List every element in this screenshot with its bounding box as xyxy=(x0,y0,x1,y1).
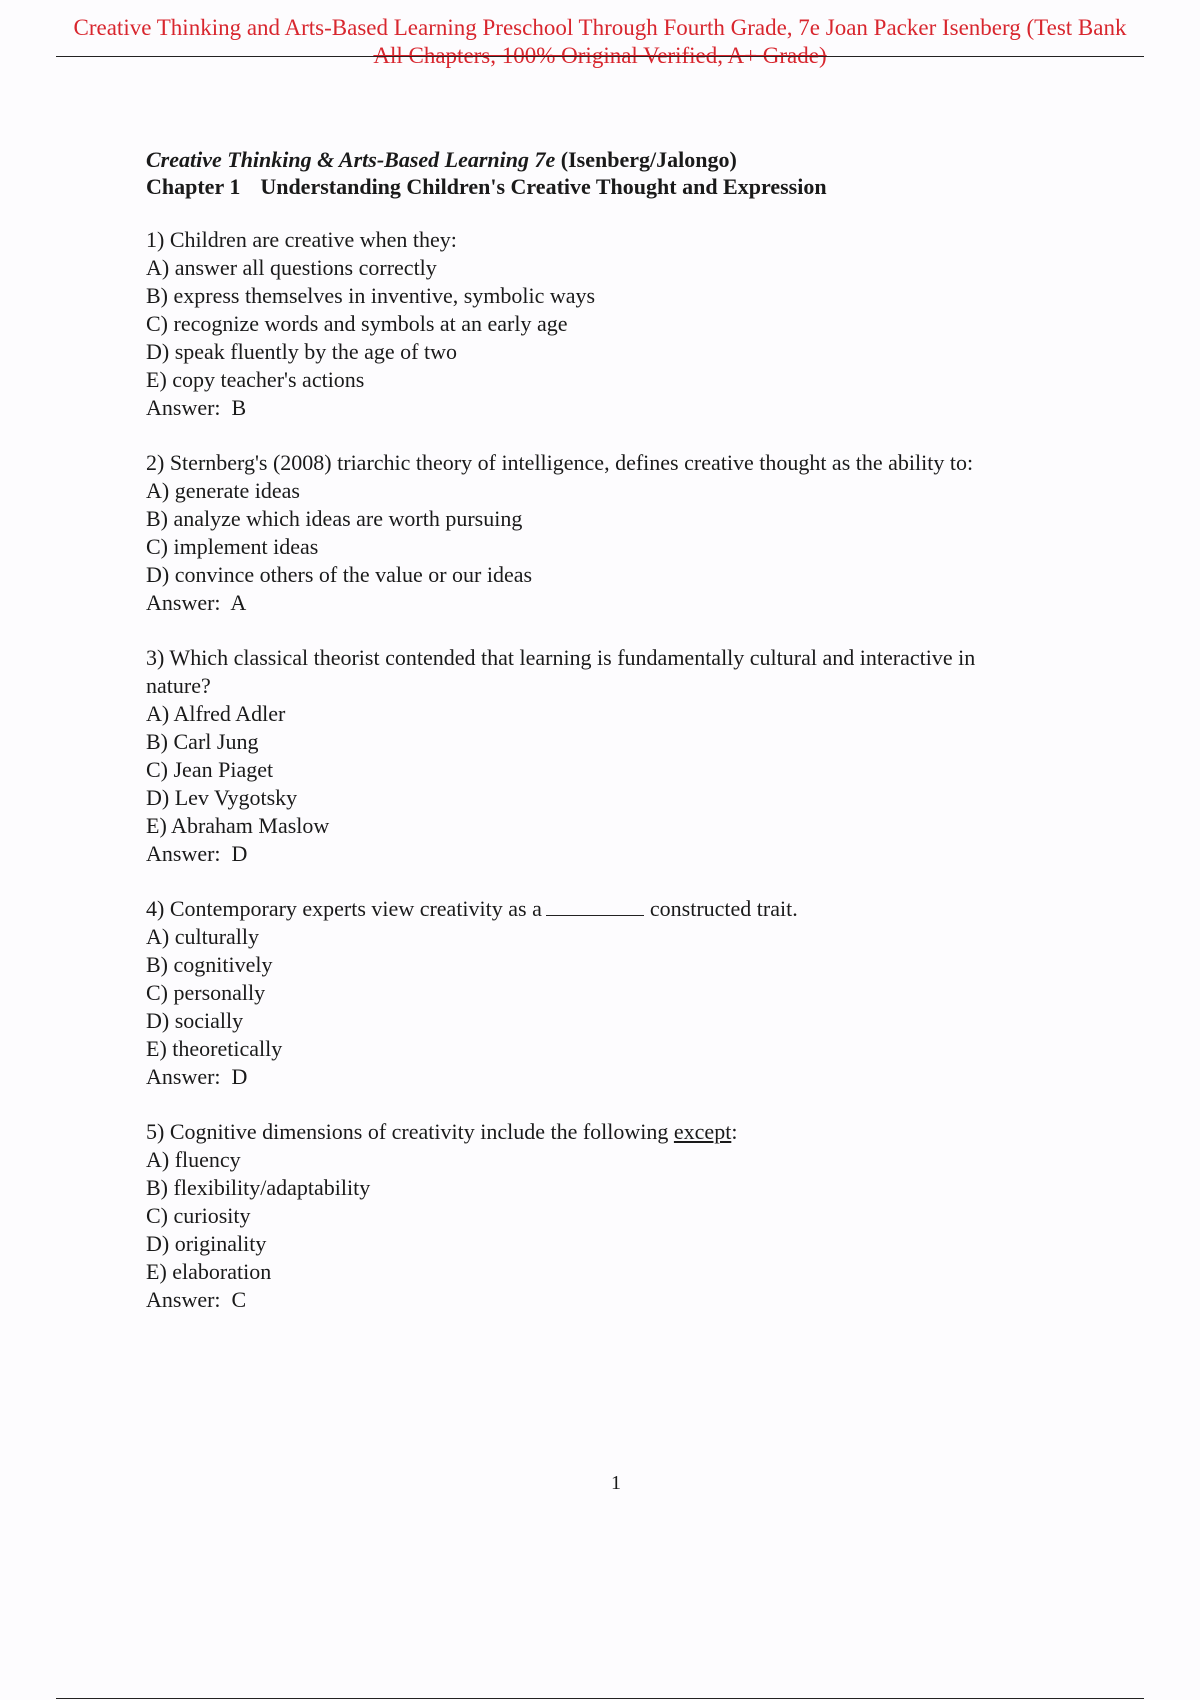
option-e: E) copy teacher's actions xyxy=(146,367,365,392)
option-a: A) fluency xyxy=(146,1147,241,1172)
chapter-label: Chapter 1 xyxy=(146,174,241,199)
option-d: D) socially xyxy=(146,1008,244,1033)
option-e: E) theoretically xyxy=(146,1036,283,1061)
option-b: B) analyze which ideas are worth pursuing xyxy=(146,506,523,531)
option-a: A) generate ideas xyxy=(146,478,300,503)
question-stem-before: 5) Cognitive dimensions of creativity include the following xyxy=(146,1119,669,1144)
chapter-heading xyxy=(146,173,1086,200)
question-4 xyxy=(146,895,1086,1091)
option-d: D) originality xyxy=(146,1231,267,1256)
option-c: C) personally xyxy=(146,980,266,1005)
option-c: C) implement ideas xyxy=(146,534,319,559)
option-a: A) Alfred Adler xyxy=(146,701,286,726)
question-stem xyxy=(146,1118,1086,1146)
question-stem xyxy=(146,895,1086,923)
page-number: 1 xyxy=(611,1472,621,1494)
option-d: D) speak fluently by the age of two xyxy=(146,339,457,364)
answer: Answer: A xyxy=(146,590,247,615)
question-stem-after: : xyxy=(731,1119,738,1144)
document-body xyxy=(146,146,1086,1341)
option-c: C) recognize words and symbols at an early age xyxy=(146,311,568,336)
question-stem-line2: nature? xyxy=(146,673,211,698)
header-title-line2: All Chapters, 100% Original Verified, A+ Grade) xyxy=(373,43,827,68)
question-stem-line1: 3) Which classical theorist contended that learning is fundamentally cultural and interactive in xyxy=(146,645,976,670)
question-stem-emphasis: except xyxy=(673,1119,732,1144)
answer: Answer: C xyxy=(146,1287,247,1312)
option-e: E) elaboration xyxy=(146,1259,272,1284)
question-stem-after: constructed trait. xyxy=(649,896,798,921)
header-divider xyxy=(56,56,1144,57)
option-b: B) Carl Jung xyxy=(146,729,259,754)
book-title-italic: Creative Thinking & Arts-Based Learning 7e xyxy=(146,147,556,172)
book-authors: (Isenberg/Jalongo) xyxy=(560,147,737,172)
option-e: E) Abraham Maslow xyxy=(146,813,330,838)
option-b: B) flexibility/adaptability xyxy=(146,1175,371,1200)
option-a: A) answer all questions correctly xyxy=(146,255,437,280)
fill-in-blank xyxy=(546,897,644,916)
question-5 xyxy=(146,1118,1086,1314)
option-d: D) Lev Vygotsky xyxy=(146,785,298,810)
document-header xyxy=(56,14,1144,70)
answer: Answer: B xyxy=(146,395,247,420)
option-c: C) Jean Piaget xyxy=(146,757,274,782)
option-c: C) curiosity xyxy=(146,1203,251,1228)
question-stem: 1) Children are creative when they: xyxy=(146,227,457,252)
option-a: A) culturally xyxy=(146,924,260,949)
header-title-line1: Creative Thinking and Arts-Based Learning Preschool Through Fourth Grade, 7e Joan Packer Isenberg (Test Bank xyxy=(73,15,1127,40)
option-b: B) cognitively xyxy=(146,952,273,977)
answer: Answer: D xyxy=(146,1064,248,1089)
question-stem-before: 4) Contemporary experts view creativity as a xyxy=(146,896,542,921)
footer-divider xyxy=(56,1698,1144,1699)
answer: Answer: D xyxy=(146,841,248,866)
question-3 xyxy=(146,644,1086,868)
chapter-title: Understanding Children's Creative Thought and Expression xyxy=(260,174,827,199)
question-2 xyxy=(146,449,1086,617)
option-b: B) express themselves in inventive, symbolic ways xyxy=(146,283,596,308)
question-1 xyxy=(146,226,1086,422)
question-stem: 2) Sternberg's (2008) triarchic theory of intelligence, defines creative thought as the ability to: xyxy=(146,450,974,475)
book-title xyxy=(146,146,1086,173)
option-d: D) convince others of the value or our ideas xyxy=(146,562,533,587)
